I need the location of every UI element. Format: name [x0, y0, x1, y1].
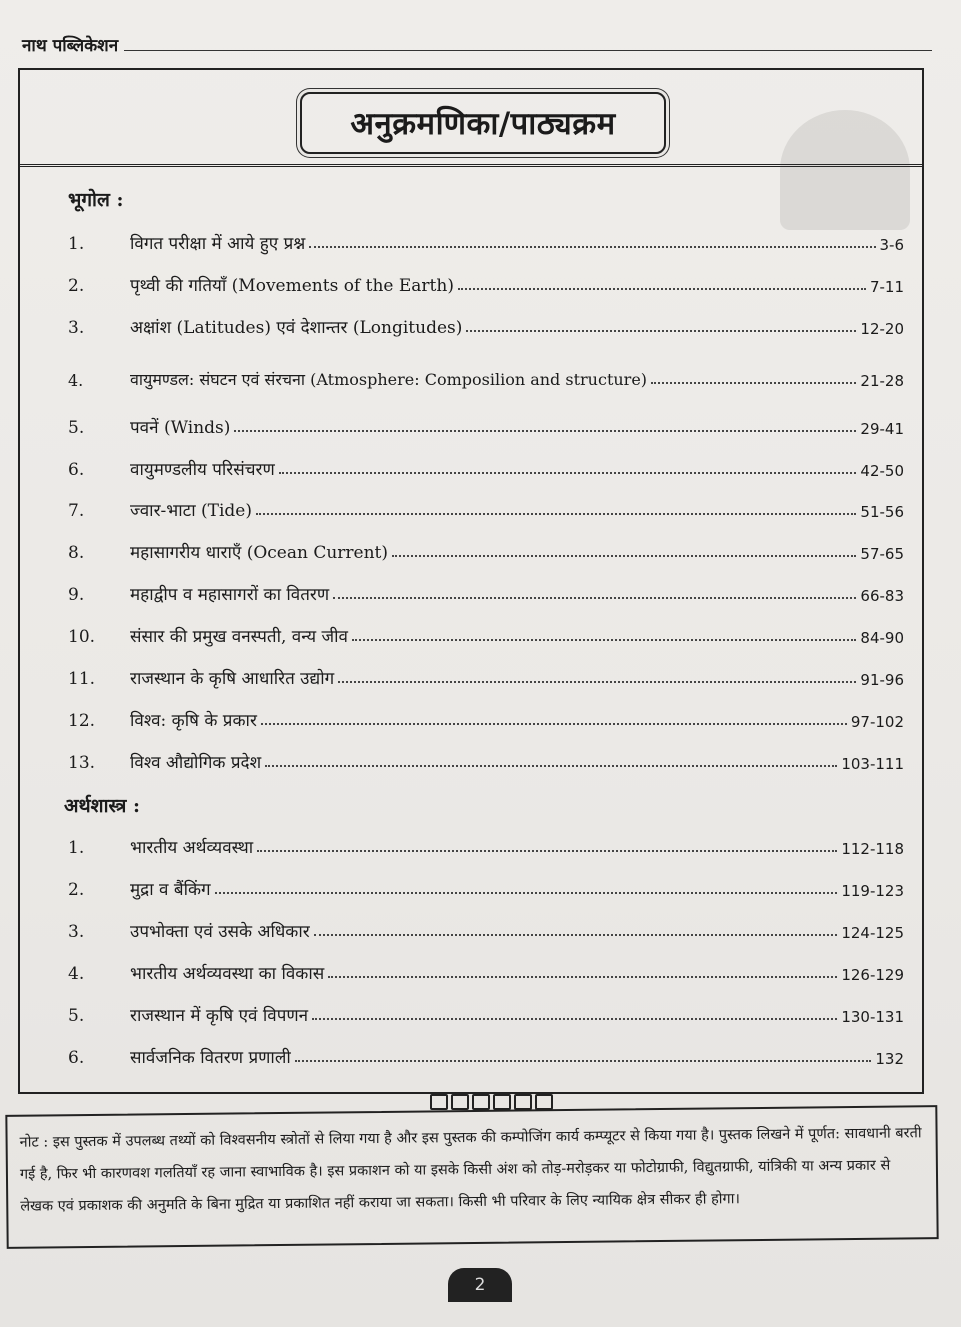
- dot-leader: [328, 976, 837, 978]
- toc-entry: [68, 705, 904, 731]
- dot-leader: [215, 892, 838, 894]
- disclaimer-note: नोट : इस पुस्तक में उपलब्ध तथ्यों को विश्वसनीय स्त्रोतों से लिया गया है और इस पुस्तक की कम्पोजिंग कार्य कम्प्यूटर से किया गया है। पुस्तक लिखने में पूर्णत: सावधानी बरती गई है, फिर भी कारणवश गलतियाँ रह जाना स्वाभाविक है। इस प्रकाशन को या इसके किसी अंश को तोड़-मरोड़कर या फोटोग्राफी, विद्युतग्राफी, यांत्रिकी या अन्य प्रकार से लेखक एवं प्रकाशक की अनुमति के बिना मुद्रित या प्रकाशित नहीं कराया जा सकता। किसी भी परिवार के लिए न्यायिक क्षेत्र सीकर ही होगा।: [5, 1105, 938, 1249]
- dot-leader: [651, 382, 856, 384]
- entry-title: भारतीय अर्थव्यवस्था: [130, 838, 254, 858]
- entry-pages: 7-11: [869, 278, 904, 296]
- entry-number: 13.: [68, 753, 96, 773]
- dot-leader: [256, 513, 856, 515]
- entry-title: वायुमण्डल: संघटन एवं संरचना (Atmosphere: Composilion and structure): [130, 370, 648, 389]
- toc-entry: [68, 364, 904, 390]
- dot-leader: [314, 934, 838, 936]
- ornament-box: [493, 1094, 511, 1110]
- entry-title: अक्षांश (Latitudes) एवं देशान्तर (Longitudes): [130, 318, 463, 338]
- entry-number: 7.: [68, 501, 85, 521]
- dot-leader: [309, 246, 875, 248]
- page-title: अनुक्रमणिका/पाठ्यक्रम: [300, 92, 666, 154]
- entry-number: 5.: [68, 418, 85, 438]
- toc-entry: [68, 916, 904, 942]
- entry-title: सार्वजनिक वितरण प्रणाली: [130, 1048, 291, 1068]
- header-rule: [124, 50, 932, 51]
- entry-title: विश्व: कृषि के प्रकार: [130, 711, 257, 731]
- dot-leader: [466, 330, 856, 332]
- dot-leader: [295, 1060, 872, 1062]
- entry-title: भारतीय अर्थव्यवस्था का विकास: [130, 964, 325, 984]
- entry-pages: 57-65: [860, 545, 904, 563]
- toc-entry: [68, 537, 904, 563]
- entry-title: संसार की प्रमुख वनस्पती, वन्य जीव: [130, 627, 349, 647]
- toc-entry: [68, 621, 904, 647]
- entry-title: विगत परीक्षा में आये हुए प्रश्न: [130, 234, 306, 254]
- entry-pages: 66-83: [860, 587, 904, 605]
- toc-entry: [68, 747, 904, 773]
- entry-number: 3.: [68, 922, 85, 942]
- watermark-logo: [780, 110, 910, 230]
- entry-pages: 91-96: [860, 671, 904, 689]
- entry-number: 6.: [68, 460, 85, 480]
- toc-entry: [68, 579, 904, 605]
- dot-leader: [234, 430, 856, 432]
- toc-entry: [68, 270, 904, 296]
- ornament-box: [514, 1094, 532, 1110]
- entry-title: वायुमण्डलीय परिसंचरण: [130, 460, 275, 480]
- entry-pages: 12-20: [860, 320, 904, 338]
- toc-entry: [68, 874, 904, 900]
- entry-number: 2.: [68, 880, 85, 900]
- entry-number: 9.: [68, 585, 85, 605]
- toc-entry: [68, 958, 904, 984]
- toc-entry: [68, 228, 904, 254]
- entry-pages: 126-129: [841, 966, 904, 984]
- entry-number: 8.: [68, 543, 85, 563]
- entry-title: पवनें (Winds): [130, 418, 231, 438]
- entry-number: 10.: [68, 627, 96, 647]
- publisher-name: नाथ पब्लिकेशन: [22, 36, 119, 56]
- entry-number: 11.: [68, 669, 96, 689]
- ornament-box: [535, 1094, 553, 1110]
- page-number: 2: [448, 1268, 512, 1302]
- toc-entry: [68, 1042, 904, 1068]
- entry-title: महासागरीय धाराएँ (Ocean Current): [130, 543, 389, 563]
- entry-number: 3.: [68, 318, 85, 338]
- entry-pages: 124-125: [841, 924, 904, 942]
- entry-title: महाद्वीप व महासागरों का वितरण: [130, 585, 330, 605]
- entry-pages: 29-41: [860, 420, 904, 438]
- entry-pages: 132: [875, 1050, 904, 1068]
- section-heading-geography: भूगोल :: [68, 189, 124, 211]
- entry-number: 5.: [68, 1006, 85, 1026]
- toc-entry: [68, 663, 904, 689]
- entry-pages: 3-6: [879, 236, 904, 254]
- toc-entry: [68, 454, 904, 480]
- ornament-box: [472, 1094, 490, 1110]
- dot-leader: [333, 597, 856, 599]
- dot-leader: [352, 639, 856, 641]
- ornament-box: [430, 1094, 448, 1110]
- dot-leader: [338, 681, 856, 683]
- dot-leader: [257, 850, 837, 852]
- entry-title: पृथ्वी की गतियाँ (Movements of the Earth): [130, 276, 454, 296]
- entry-pages: 21-28: [860, 372, 904, 390]
- entry-number: 4.: [68, 964, 85, 984]
- entry-title: ज्वार-भाटा (Tide): [130, 501, 252, 521]
- dot-leader: [279, 472, 857, 474]
- entry-title: उपभोक्ता एवं उसके अधिकार: [130, 922, 310, 942]
- toc-entry: [68, 495, 904, 521]
- entry-pages: 42-50: [860, 462, 904, 480]
- entry-number: 12.: [68, 711, 96, 731]
- entry-title: विश्व औद्योगिक प्रदेश: [130, 753, 262, 773]
- entry-pages: 84-90: [860, 629, 904, 647]
- entry-number: 4.: [68, 371, 84, 390]
- running-head: [22, 32, 932, 56]
- entry-pages: 51-56: [860, 503, 904, 521]
- entry-title: मुद्रा व बैंकिंग: [130, 880, 211, 900]
- toc-entry: [68, 412, 904, 438]
- entry-pages: 130-131: [841, 1008, 904, 1026]
- entry-title: राजस्थान के कृषि आधारित उद्योग: [130, 669, 335, 689]
- entry-pages: 119-123: [841, 882, 904, 900]
- entry-number: 2.: [68, 276, 85, 296]
- toc-entry: [68, 312, 904, 338]
- contents-frame: [18, 68, 924, 1094]
- entry-pages: 103-111: [841, 755, 904, 773]
- dot-leader: [312, 1018, 837, 1020]
- dot-leader: [265, 765, 837, 767]
- toc-entry: [68, 832, 904, 858]
- entry-pages: 112-118: [841, 840, 904, 858]
- dot-leader: [392, 555, 856, 557]
- entry-pages: 97-102: [850, 713, 904, 731]
- entry-title: राजस्थान में कृषि एवं विपणन: [130, 1006, 309, 1026]
- section-heading-economics: अर्थशास्त्र :: [64, 795, 141, 817]
- dot-leader: [458, 288, 866, 290]
- entry-number: 1.: [68, 838, 85, 858]
- end-ornament: [430, 1094, 553, 1110]
- entry-number: 1.: [68, 234, 85, 254]
- ornament-box: [451, 1094, 469, 1110]
- dot-leader: [261, 723, 847, 725]
- entry-number: 6.: [68, 1048, 85, 1068]
- toc-entry: [68, 1000, 904, 1026]
